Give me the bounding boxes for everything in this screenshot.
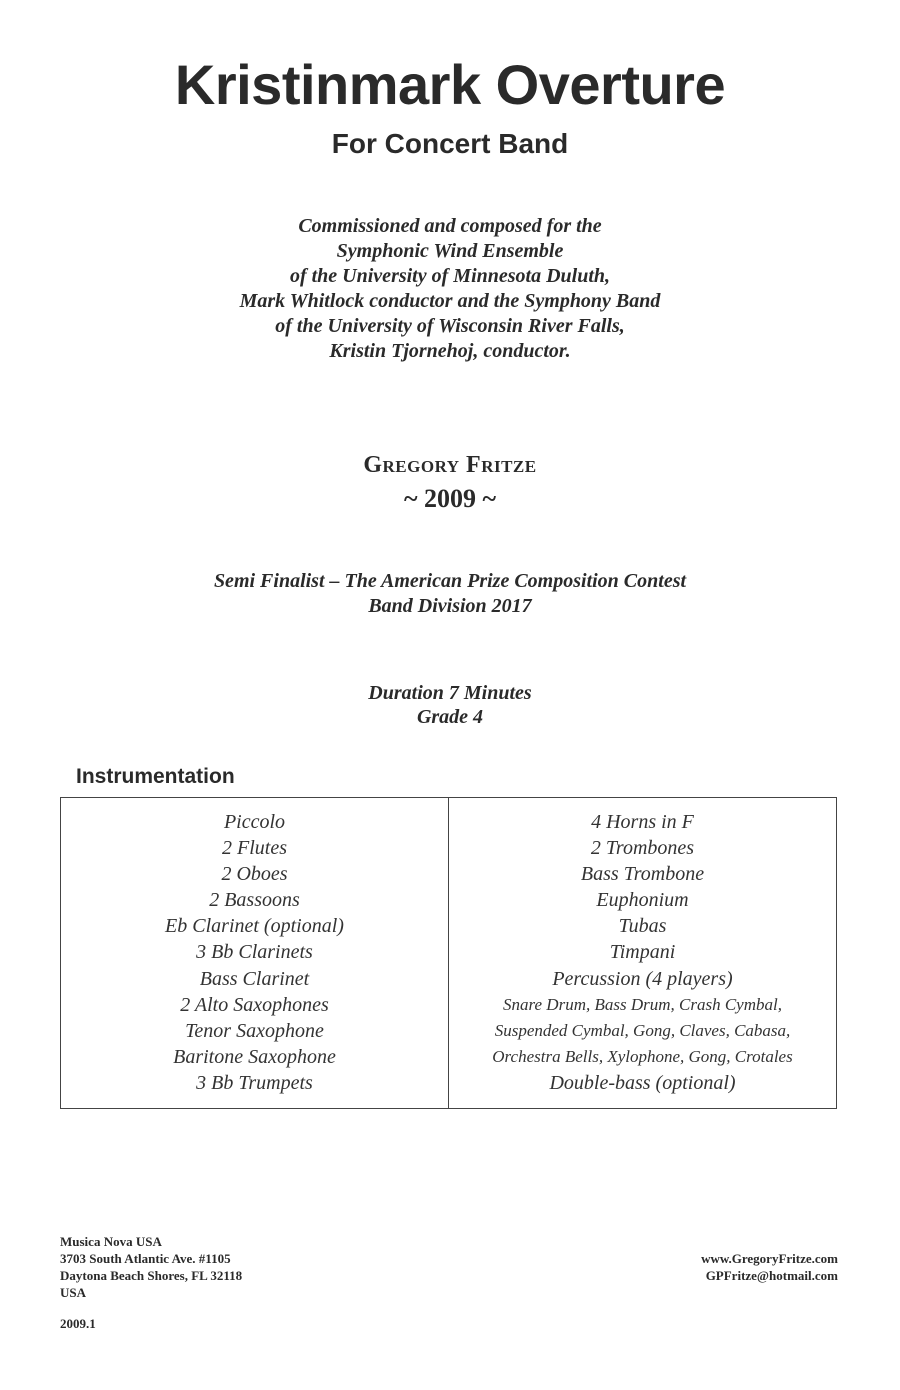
instrument-item: Bass Trombone: [580, 863, 705, 886]
instrument-item: Euphonium: [596, 889, 689, 912]
instrument-item: 3 Bb Clarinets: [196, 941, 313, 964]
composer-name: Gregory Fritze: [363, 452, 537, 478]
commission-line: of the University of Minnesota Duluth,: [289, 265, 611, 287]
instrument-item: Tenor Saxophone: [185, 1019, 324, 1042]
percussion-detail: Orchestra Bells, Xylophone, Gong, Crotales: [492, 1046, 793, 1066]
instrumentation-left-column: [61, 798, 448, 1108]
grade: Grade 4: [416, 706, 484, 728]
percussion-detail: Suspended Cymbal, Gong, Claves, Cabasa,: [494, 1020, 791, 1040]
commission-line: of the University of Wisconsin River Falls,: [275, 315, 625, 337]
publisher-address-line: Daytona Beach Shores, FL 32118: [60, 1268, 243, 1283]
publisher-address: [60, 1233, 242, 1301]
instrument-item: 2 Trombones: [590, 837, 695, 860]
instrument-item: Baritone Saxophone: [173, 1045, 336, 1068]
percussion-detail: Snare Drum, Bass Drum, Crash Cymbal,: [503, 994, 782, 1014]
instrument-item: Piccolo: [223, 811, 286, 833]
commission-line: Commissioned and composed for the: [298, 215, 602, 237]
instrument-item: Bass Clarinet: [199, 967, 310, 990]
edition-number: 2009.1: [60, 1316, 96, 1331]
instrument-item: 2 Oboes: [221, 863, 288, 886]
instrument-item: 2 Flutes: [222, 837, 287, 860]
publisher-country: USA: [60, 1285, 87, 1300]
award-line: Semi Finalist – The American Prize Composition Contest: [213, 570, 687, 592]
commission-line: Kristin Tjornehoj, conductor.: [329, 340, 571, 362]
email-link[interactable]: GPFritze@hotmail.com: [705, 1268, 838, 1283]
award-line: Band Division 2017: [368, 595, 532, 617]
composition-year: ~ 2009 ~: [403, 484, 497, 513]
publisher-address-line: 3703 South Atlantic Ave. #1105: [60, 1251, 231, 1266]
page-subtitle: For Concert Band: [331, 128, 569, 159]
publisher-name: Musica Nova USA: [60, 1234, 162, 1249]
instrument-item: Tubas: [618, 915, 667, 938]
instrumentation-right-column: [448, 798, 836, 1108]
duration: Duration 7 Minutes: [368, 682, 532, 704]
commission-line: Mark Whitlock conductor and the Symphony Band: [239, 290, 661, 312]
commission-line: Symphonic Wind Ensemble: [336, 240, 564, 262]
instrument-item: 2 Bassoons: [209, 889, 300, 912]
award-note: [0, 569, 900, 619]
work-details: [0, 681, 900, 729]
commission-note: [0, 214, 900, 364]
page-title: Kristinmark Overture: [174, 53, 726, 116]
instrument-item: Eb Clarinet (optional): [165, 915, 344, 938]
instrument-item: 2 Alto Saxophones: [180, 993, 329, 1016]
instrument-item: 4 Horns in F: [591, 811, 694, 833]
website-link[interactable]: www.GregoryFritze.com: [701, 1251, 838, 1266]
instrument-item: Timpani: [609, 941, 676, 964]
instrument-item: 3 Bb Trumpets: [196, 1071, 313, 1094]
instrumentation-table: [60, 797, 837, 1109]
instrument-item: Double-bass (optional): [549, 1071, 736, 1094]
composer-contact: [701, 1250, 838, 1284]
instrument-item: Percussion (4 players): [552, 967, 733, 990]
instrumentation-heading: Instrumentation: [76, 765, 235, 788]
